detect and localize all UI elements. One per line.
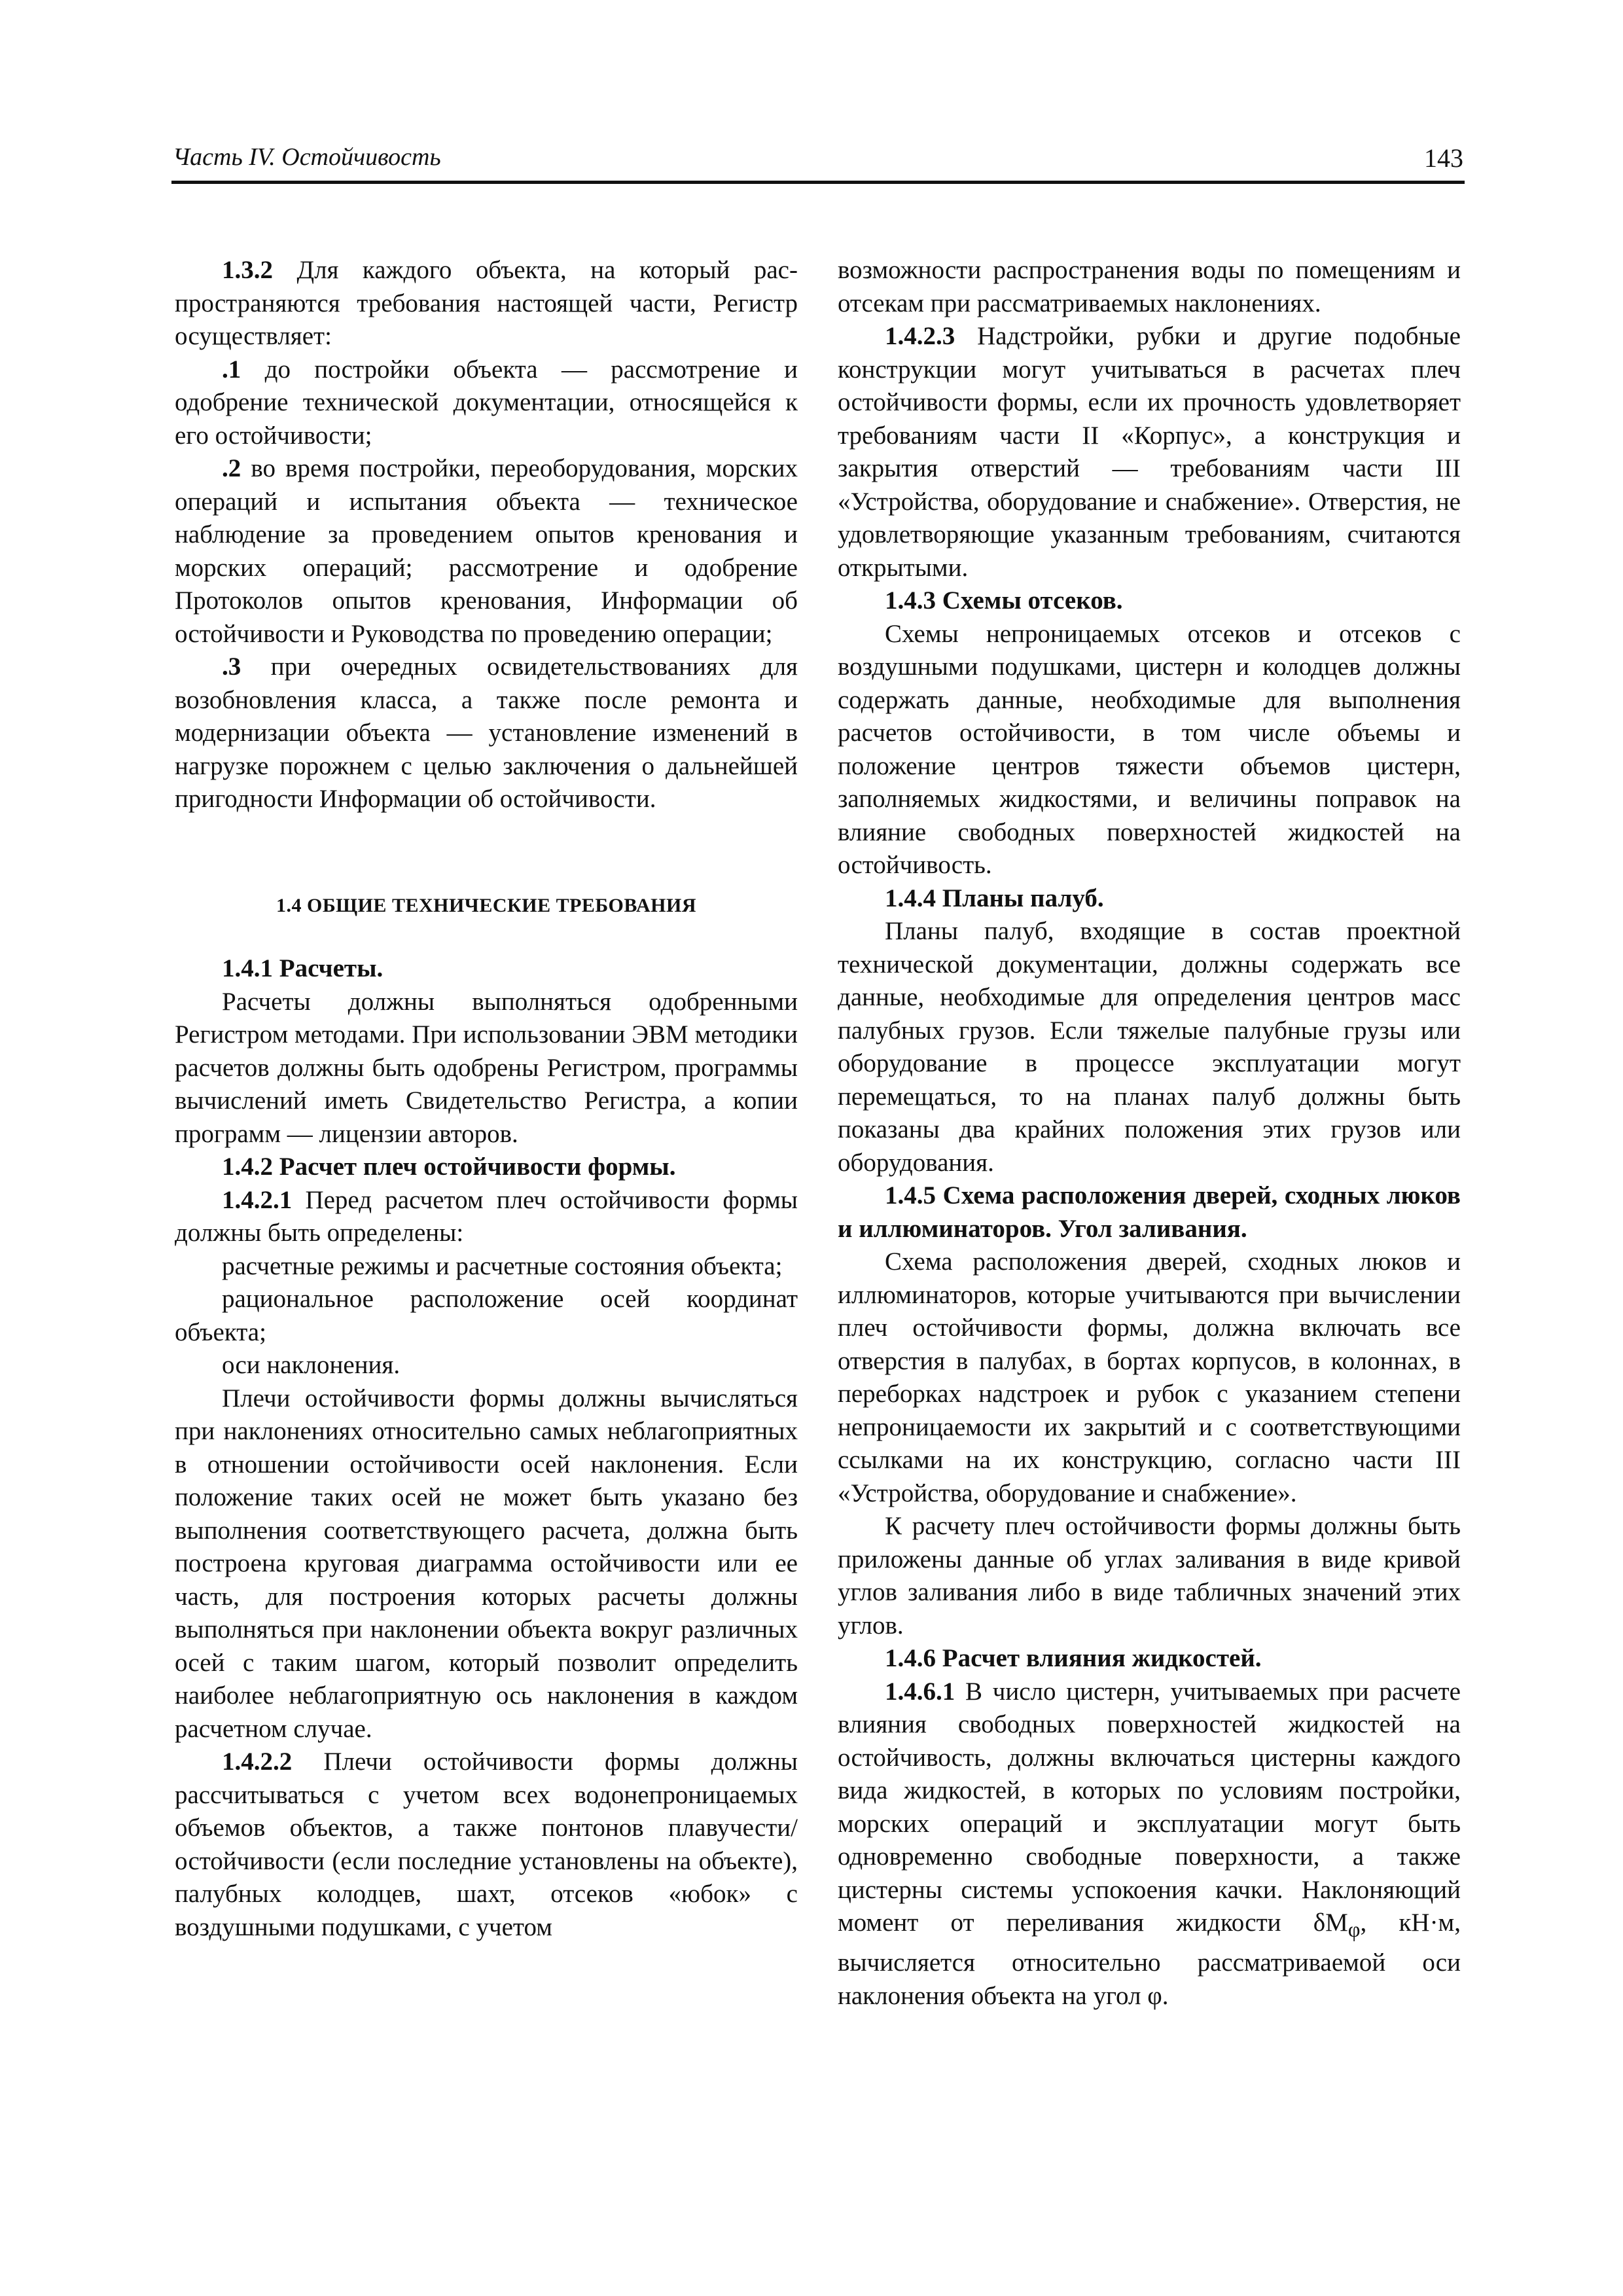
list-line-2: рациональное расположение осей координат объекта; <box>175 1285 798 1346</box>
paragraph-continuation: возможности распространения воды по помещениям и отсекам при рассматриваемых наклонениях. <box>838 256 1461 317</box>
heading-1-4-2: 1.4.2 Расчет плеч остойчивости формы. <box>222 1153 676 1181</box>
heading-1-4-5: 1.4.5 Схема расположения дверей, сходных люков и иллюминаторов. Угол заливания. <box>838 1181 1461 1243</box>
heading-1-4-1: 1.4.1 Расчеты. <box>222 954 383 982</box>
paragraph-1-4-2-2 <box>175 1746 798 1944</box>
list-item-3 <box>175 651 798 816</box>
paragraph-1-4-5-b: К расчету плеч остойчивости формы должны быть приложены данные об углах заливания в виде кривой углов заливания либо в виде табличных значений этих углов. <box>838 1512 1461 1640</box>
clause-number: 1.4.6.1 <box>885 1677 955 1706</box>
item-number: .2 <box>222 454 241 482</box>
paragraph-text: Перед расчетом плеч остойчивости формы должны быть определены: <box>175 1185 798 1247</box>
item-number: .3 <box>222 653 241 681</box>
left-column <box>175 254 798 1944</box>
clause-number: 1.4.2.2 <box>222 1748 293 1776</box>
item-text: при очередных освидетельствованиях для возобновления класса, а также после ремонта и модернизации объекта — установление изменений в нагрузке порожнем с целью заключения о дальнейшей пригодности Информации об остойчивости. <box>175 653 798 813</box>
paragraph-1-4-5-a: Схема расположения дверей, сходных люков и иллюминаторов, которые учитываются при вычислении плеч остойчивости формы, должна включать все отверстия в палубах, в бортах корпусов, в колоннах, в переборках надстроек и рубок с указанием степени непроницаемости их закрытий и с соответствующими ссылками на их конструкцию, согласно части III «Устройства, оборудование и снабжение». <box>838 1247 1461 1507</box>
clause-number: 1.4.2.1 <box>222 1185 293 1214</box>
running-title: Часть IV. Остойчивость <box>173 143 441 171</box>
paragraph-text-tail: , кН·м, вычисляется относительно рассматриваемой оси наклонения объекта на угол φ. <box>838 1909 1461 2010</box>
list-item-2 <box>175 452 798 651</box>
page-header <box>171 143 1465 184</box>
paragraph-text: Надстройки, рубки и другие подобные конструкции могут учитываться в расчетах плеч остойчивости формы, если их прочность удовлетворяет требованиям части II «Корпус», а конструкция и закрытия отверстий — требованиям части III «Устройства, оборудование и снабжение». Отверстия, не удовлетворяющие указанным требованиям, считаются открытыми. <box>838 322 1461 582</box>
paragraph-text: Плечи остойчивости формы должны рассчитываться с учетом всех водонепроницаемых объемов объектов, а также понтонов плавучести/остойчивости (если последние установлены на объекте), палубных колодцев, шахт, отсеков «юбок» с воздушными подушками, с учетом <box>175 1748 798 1941</box>
heading-1-4-4: 1.4.4 Планы палуб. <box>885 884 1104 912</box>
list-line-1: расчетные режимы и расчетные состояния объекта; <box>222 1251 783 1280</box>
right-column <box>838 254 1461 2013</box>
page-number: 143 <box>1424 143 1463 173</box>
section-title: 1.4 ОБЩИЕ ТЕХНИЧЕСКИЕ ТРЕБОВАНИЯ <box>276 894 697 916</box>
heading-1-4-3: 1.4.3 Схемы отсеков. <box>885 586 1123 615</box>
paragraph-1-4-2-3 <box>838 320 1461 584</box>
item-text: во время постройки, переоборудования, морских операций и испытания объекта — техническое наблюдение за проведением опытов кренования и морских операций; рассмотрение и одобрение Протоколов опытов кренования, Информации об остойчивости и Руководства по проведению операции; <box>175 454 798 648</box>
paragraph-1-4-1: Расчеты должны выполняться одобренными Регистром методами. При использовании ЭВМ методики расчетов должны быть одобрены Регистром, программы вычислений иметь Свидетельство Регистра, а копии программ — лицензии авторов. <box>175 987 798 1148</box>
paragraph-1-4-4: Планы палуб, входящие в состав проектной технической документации, должны содержать все данные, необходимые для определения центров масс палубных грузов. Если тяжелые палубные грузы или оборудование в процессе эксплуатации могут перемещаться, то на планах палуб должны быть показаны два крайних положения этих грузов или оборудования. <box>838 917 1461 1177</box>
paragraph-1-4-2-1 <box>175 1184 798 1250</box>
clause-number: 1.3.2 <box>222 256 273 284</box>
paragraph-1-4-3: Схемы непроницаемых отсеков и отсеков с воздушными подушками, цистерн и колодцев должны содержать данные, необходимые для выполнения расчетов остойчивости, в том числе объемы и положение центров тяжести объемов цистерн, заполняемых жидкостями, и величины поправок на влияние свободных поверхностей жидкостей на остойчивость. <box>838 619 1461 879</box>
list-item-1 <box>175 353 798 453</box>
paragraph-text: Для каждого объекта, на который распространяются требования настоящей части, Регистр осуществляет: <box>175 256 798 350</box>
paragraph-text: В число цистерн, учитываемых при расчете влияния свободных поверхностей жидкостей на остойчивость, должны включаться цистерны каждого вида жидкостей, в которых по условиям постройки, морских операций и эксплуатации могут быть одновременно свободные поверхности, а также цистерны системы успокоения качки. Наклоняющий момент от переливания жидкости δM <box>838 1677 1461 1937</box>
item-number: .1 <box>222 355 241 384</box>
paragraph-1-3-2 <box>175 254 798 353</box>
clause-number: 1.4.2.3 <box>885 322 955 350</box>
list-line-3: оси наклонения. <box>222 1351 401 1379</box>
heading-1-4-6: 1.4.6 Расчет влияния жидкостей. <box>885 1644 1262 1672</box>
phi-subscript: φ <box>1347 1918 1361 1942</box>
item-text: до постройки объекта — рассмотрение и одобрение технической документации, относящейся к его остойчивости; <box>175 355 798 450</box>
paragraph-stability-shoulders: Плечи остойчивости формы должны вычисляться при наклонениях относительно самых неблагоприятных в отношении остойчивости осей наклонения. Если положение таких осей не может быть указано без выполнения соответствующего расчета, должна быть построена круговая диаграмма остойчивости или ее часть, для построения которых расчеты должны выполняться при наклонении объекта вокруг различных осей с таким шагом, который позволит определить наиболее неблагоприятную ось наклонения в каждом расчетном случае. <box>175 1384 798 1743</box>
paragraph-1-4-6-1 <box>838 1676 1461 2013</box>
